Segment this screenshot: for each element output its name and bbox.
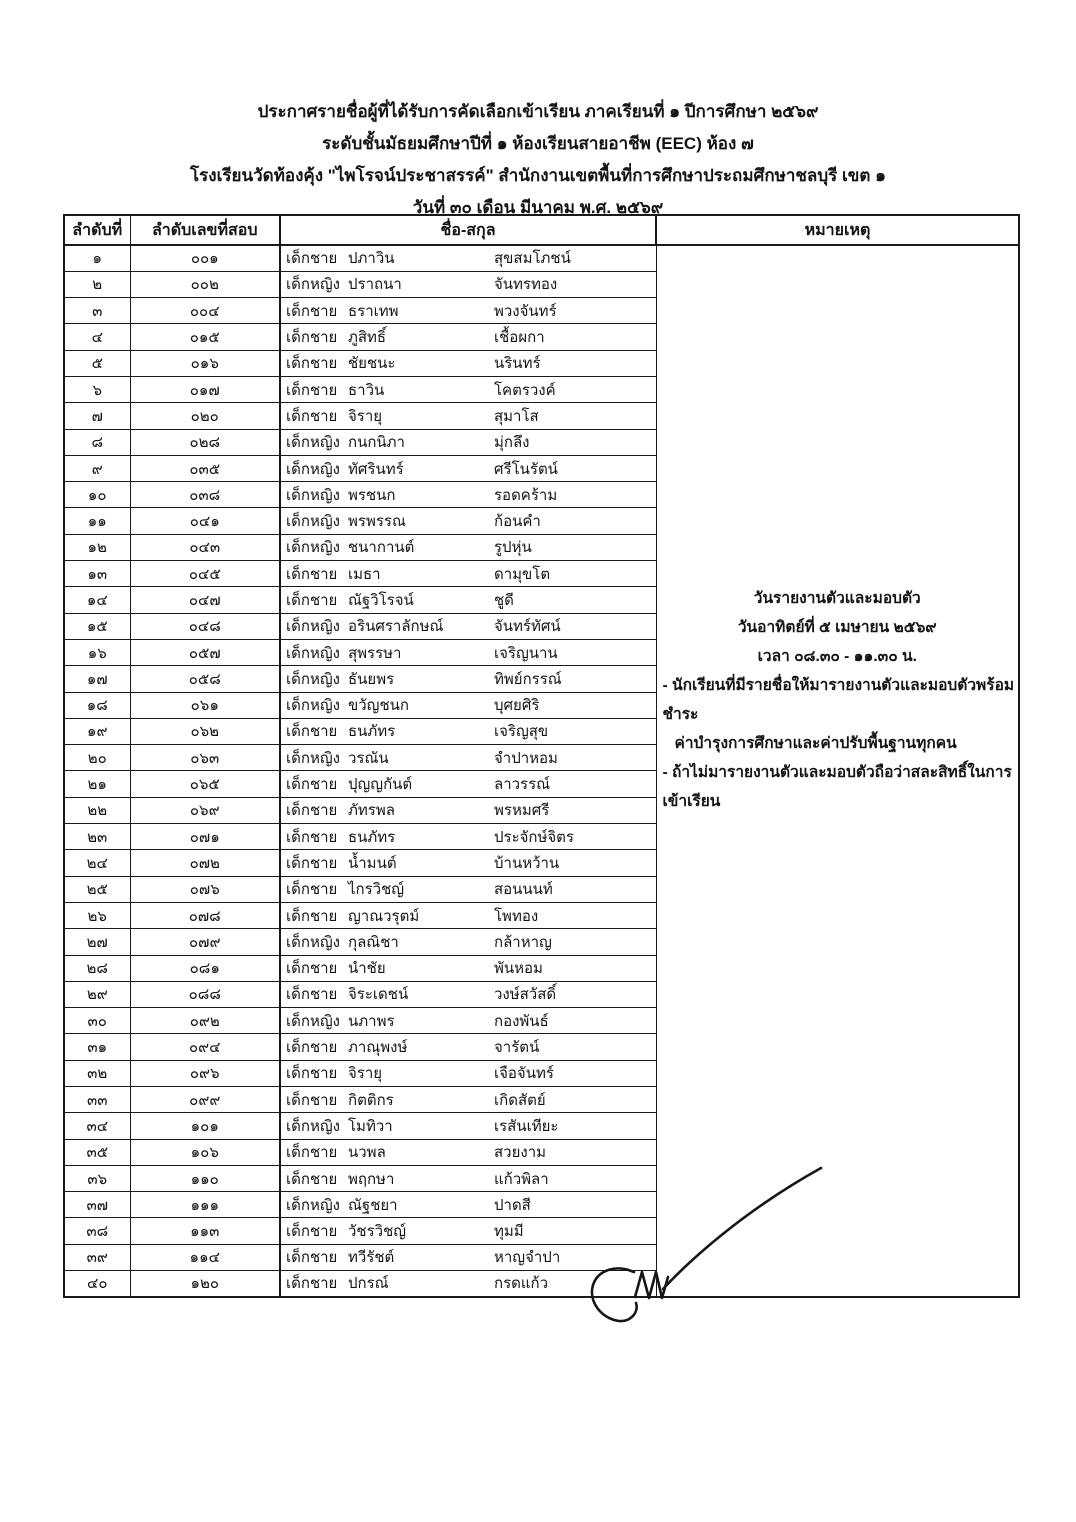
row-student-name: [280, 376, 656, 402]
row-order-number: ๒๒: [64, 797, 130, 823]
first-name: ญาณวรุตม์: [348, 907, 420, 925]
last-name: ทุมมี: [494, 1223, 524, 1241]
row-student-name: [280, 613, 656, 639]
row-order-number: ๑๐: [64, 482, 130, 508]
row-exam-number: ๐๒๐: [130, 403, 280, 429]
row-student-name: [280, 876, 656, 902]
first-name: จิระเดชน์: [348, 986, 409, 1004]
row-student-name: [280, 534, 656, 560]
row-student-name: [280, 350, 656, 376]
row-order-number: ๓๕: [64, 1139, 130, 1165]
last-name: โคตรวงค์: [494, 381, 556, 399]
name-prefix: เด็กชาย: [286, 960, 338, 978]
row-order-number: ๑: [64, 245, 130, 271]
row-student-name: [280, 245, 656, 271]
last-name: เจริญสุข: [494, 723, 549, 741]
last-name: จันทร์ทัศน์: [494, 618, 561, 636]
row-exam-number: ๐๖๒: [130, 718, 280, 744]
row-student-name: [280, 271, 656, 297]
row-order-number: ๓๑: [64, 1034, 130, 1060]
remarks-note-3: - ถ้าไม่มารายงานตัวและมอบตัวถือว่าสละสิทธิ์ในการเข้าเรียน: [662, 764, 1012, 810]
name-prefix: เด็กหญิง: [286, 434, 340, 452]
first-name: ธนภัทร: [348, 723, 396, 741]
row-student-name: [280, 639, 656, 665]
row-order-number: ๓๘: [64, 1218, 130, 1244]
row-student-name: [280, 1139, 656, 1165]
remarks-note-1: - นักเรียนที่มีรายชื่อให้มารายงานตัวและมอบตัวพร้อมชำระ: [662, 677, 1015, 723]
row-exam-number: ๐๒๘: [130, 429, 280, 455]
last-name: รูปหุ่น: [494, 539, 532, 557]
row-exam-number: ๐๘๘: [130, 981, 280, 1007]
remarks-date: วันอาทิตย์ที่ ๕ เมษายน ๒๕๖๙: [737, 619, 937, 636]
row-student-name: [280, 745, 656, 771]
row-order-number: ๒๐: [64, 745, 130, 771]
row-student-name: [280, 771, 656, 797]
first-name: พฤกษา: [348, 1170, 395, 1188]
row-exam-number: ๑๑๐: [130, 1165, 280, 1191]
last-name: พวงจันทร์: [494, 302, 557, 320]
row-order-number: ๒๙: [64, 981, 130, 1007]
row-order-number: ๔๐: [64, 1271, 130, 1297]
row-student-name: [280, 902, 656, 928]
row-student-name: [280, 561, 656, 587]
row-student-name: [280, 1008, 656, 1034]
remarks-block: [657, 246, 1019, 816]
row-exam-number: ๐๙๒: [130, 1008, 280, 1034]
last-name: ชูดี: [494, 592, 514, 609]
row-order-number: ๓๖: [64, 1165, 130, 1191]
name-prefix: เด็กหญิง: [286, 486, 340, 504]
last-name: ศรีโนรัตน์: [494, 460, 558, 478]
name-prefix: เด็กชาย: [286, 802, 338, 820]
row-exam-number: ๐๑๖: [130, 350, 280, 376]
last-name: กองพันธ์: [494, 1012, 549, 1030]
row-order-number: ๔: [64, 324, 130, 350]
title-line-2: ระดับชั้นมัธยมศึกษาปีที่ ๑ ห้องเรียนสายอาชีพ (EEC) ห้อง ๗: [322, 134, 754, 153]
row-exam-number: ๑๑๑: [130, 1192, 280, 1218]
last-name: สอนนนท์: [494, 881, 553, 899]
row-order-number: ๒๖: [64, 902, 130, 928]
row-exam-number: ๐๗๘: [130, 902, 280, 928]
row-student-name: [280, 587, 656, 613]
last-name: พรหมศรี: [494, 802, 550, 820]
last-name: มุ่กลึง: [494, 434, 530, 452]
row-order-number: ๒๘: [64, 955, 130, 981]
row-student-name: [280, 1192, 656, 1218]
last-name: กรดแก้ว: [494, 1275, 549, 1293]
document-title-block: [0, 96, 1076, 224]
name-prefix: เด็กชาย: [286, 723, 338, 741]
row-student-name: [280, 403, 656, 429]
header-remarks: หมายเหตุ: [656, 215, 1019, 245]
last-name: ประจักษ์จิตร: [494, 828, 574, 846]
name-prefix: เด็กชาย: [286, 329, 338, 347]
row-order-number: ๗: [64, 403, 130, 429]
first-name: พรพรรณ: [348, 513, 406, 531]
first-name: ภูสิทธิ์: [348, 329, 387, 347]
row-order-number: ๒๕: [64, 876, 130, 902]
row-exam-number: ๐๔๑: [130, 508, 280, 534]
table-row: [64, 245, 1019, 271]
table-header-row: [64, 215, 1019, 245]
last-name: สุมาโส: [494, 407, 539, 425]
remarks-cell: [656, 245, 1019, 1297]
row-order-number: ๑๙: [64, 718, 130, 744]
name-prefix: เด็กหญิง: [286, 513, 340, 531]
row-exam-number: ๐๐๒: [130, 271, 280, 297]
last-name: เรสันเทียะ: [494, 1117, 559, 1135]
first-name: ทัศรินทร์: [348, 460, 404, 478]
first-name: นวพล: [348, 1144, 386, 1162]
name-prefix: เด็กชาย: [286, 407, 338, 425]
row-exam-number: ๐๘๑: [130, 955, 280, 981]
row-exam-number: ๑๐๖: [130, 1139, 280, 1165]
row-order-number: ๑๔: [64, 587, 130, 613]
row-student-name: [280, 1087, 656, 1113]
row-exam-number: ๐๓๕: [130, 455, 280, 481]
row-exam-number: ๐๙๙: [130, 1087, 280, 1113]
row-student-name: [280, 1271, 656, 1297]
first-name: ภัทรพล: [348, 802, 395, 820]
row-exam-number: ๐๗๑: [130, 824, 280, 850]
first-name: พรชนก: [348, 486, 396, 504]
first-name: ไกรวิชญ์: [348, 881, 405, 899]
row-exam-number: ๐๔๗: [130, 587, 280, 613]
first-name: น้ำมนต์: [348, 854, 397, 872]
name-prefix: เด็กชาย: [286, 986, 338, 1004]
row-order-number: ๑๑: [64, 508, 130, 534]
row-exam-number: ๐๑๕: [130, 324, 280, 350]
remarks-note-2: ค่าบำรุงการศึกษาและค่าปรับพื้นฐานทุกคน: [674, 735, 957, 752]
row-order-number: ๑๗: [64, 666, 130, 692]
first-name: นภาพร: [348, 1012, 395, 1030]
header-order-number: ลำดับที่: [64, 215, 130, 245]
last-name: หาญจำปา: [494, 1249, 561, 1267]
row-order-number: ๓๒: [64, 1060, 130, 1086]
row-exam-number: ๐๖๙: [130, 797, 280, 823]
last-name: วงษ์สวัสดิ์: [494, 986, 557, 1004]
row-exam-number: ๐๔๓: [130, 534, 280, 560]
first-name: กนกนิภา: [348, 434, 405, 452]
row-exam-number: ๐๙๔: [130, 1034, 280, 1060]
row-student-name: [280, 1218, 656, 1244]
row-student-name: [280, 508, 656, 534]
first-name: ภาณุพงษ์: [348, 1039, 408, 1057]
row-order-number: ๒: [64, 271, 130, 297]
row-exam-number: ๐๔๘: [130, 613, 280, 639]
title-line-1: ประกาศรายชื่อผู้ที่ได้รับการคัดเลือกเข้าเรียน ภาคเรียนที่ ๑ ปีการศึกษา ๒๕๖๙: [257, 102, 819, 121]
last-name: นรินทร์: [494, 355, 541, 373]
first-name: กุลณิชา: [348, 933, 399, 951]
name-prefix: เด็กชาย: [286, 854, 338, 872]
row-order-number: ๑๕: [64, 613, 130, 639]
row-order-number: ๘: [64, 429, 130, 455]
last-name: โพทอง: [494, 907, 539, 925]
first-name: วรณัน: [348, 749, 389, 767]
title-line-3: โรงเรียนวัดท้องคุ้ง "ไพโรจน์ประชาสรรค์" สำนักงานเขตพื้นที่การศึกษาประถมศึกษาชลบุรี เขต ๑: [190, 166, 886, 185]
first-name: ทวีรัชต์: [348, 1249, 395, 1267]
row-exam-number: ๑๐๑: [130, 1113, 280, 1139]
name-prefix: เด็กหญิง: [286, 697, 340, 715]
header-full-name: ชื่อ-สกุล: [280, 215, 656, 245]
row-exam-number: ๐๖๓: [130, 745, 280, 771]
row-student-name: [280, 850, 656, 876]
first-name: วัชรวิชญ์: [348, 1223, 407, 1241]
name-prefix: เด็กชาย: [286, 592, 338, 609]
row-order-number: ๓: [64, 298, 130, 324]
row-order-number: ๓๔: [64, 1113, 130, 1139]
last-name: พันหอม: [494, 960, 543, 978]
row-exam-number: ๑๑๔: [130, 1244, 280, 1270]
last-name: สุขสมโภชน์: [494, 250, 571, 268]
first-name: ชัยชนะ: [348, 355, 396, 373]
first-name: ณัฐวิโรจน์: [348, 592, 414, 609]
row-order-number: ๓๙: [64, 1244, 130, 1270]
row-exam-number: ๐๔๕: [130, 561, 280, 587]
name-prefix: เด็กชาย: [286, 881, 338, 899]
last-name: เกิดสัตย์: [494, 1091, 546, 1109]
first-name: อรินศราลักษณ์: [348, 618, 444, 636]
last-name: สวยงาม: [494, 1144, 547, 1162]
first-name: ปุญญกันต์: [348, 776, 413, 794]
first-name: จิรายุ: [348, 1065, 383, 1083]
row-exam-number: ๑๒๐: [130, 1271, 280, 1297]
last-name: บุศยศิริ: [494, 697, 540, 715]
last-name: เชื้อผกา: [494, 329, 545, 347]
first-name: ชนากานต์: [348, 539, 415, 557]
name-prefix: เด็กชาย: [286, 1065, 338, 1083]
last-name: จารัตน์: [494, 1039, 540, 1057]
row-student-name: [280, 1113, 656, 1139]
row-student-name: [280, 824, 656, 850]
name-prefix: เด็กชาย: [286, 1249, 338, 1267]
name-prefix: เด็กชาย: [286, 302, 338, 320]
first-name: ธราเทพ: [348, 302, 399, 320]
student-table-body: [64, 245, 1019, 1297]
row-order-number: ๒๔: [64, 850, 130, 876]
name-prefix: เด็กชาย: [286, 381, 338, 399]
remarks-title: วันรายงานตัวและมอบตัว: [753, 590, 921, 607]
name-prefix: เด็กชาย: [286, 355, 338, 373]
row-order-number: ๖: [64, 376, 130, 402]
row-order-number: ๑๒: [64, 534, 130, 560]
name-prefix: เด็กหญิง: [286, 1012, 340, 1030]
name-prefix: เด็กหญิง: [286, 460, 340, 478]
row-order-number: ๓๐: [64, 1008, 130, 1034]
row-exam-number: ๐๗๒: [130, 850, 280, 876]
row-student-name: [280, 1244, 656, 1270]
row-exam-number: ๐๖๑: [130, 692, 280, 718]
row-exam-number: ๐๕๘: [130, 666, 280, 692]
row-order-number: ๒๗: [64, 929, 130, 955]
first-name: ธนภัทร: [348, 828, 396, 846]
row-order-number: ๓๗: [64, 1192, 130, 1218]
name-prefix: เด็กชาย: [286, 1170, 338, 1188]
first-name: ปกรณ์: [348, 1275, 389, 1293]
row-student-name: [280, 929, 656, 955]
row-exam-number: ๐๙๖: [130, 1060, 280, 1086]
name-prefix: เด็กหญิง: [286, 933, 340, 951]
first-name: นำชัย: [348, 960, 386, 978]
last-name: ลาวรรณ์: [494, 776, 551, 794]
row-student-name: [280, 797, 656, 823]
last-name: เจือจันทร์: [494, 1065, 554, 1083]
row-order-number: ๑๘: [64, 692, 130, 718]
row-student-name: [280, 1060, 656, 1086]
name-prefix: เด็กหญิง: [286, 670, 340, 688]
name-prefix: เด็กหญิง: [286, 618, 340, 636]
row-student-name: [280, 955, 656, 981]
first-name: ปภาวิน: [348, 250, 395, 268]
name-prefix: เด็กหญิง: [286, 539, 340, 557]
last-name: จำปาหอม: [494, 749, 558, 767]
row-exam-number: ๐๗๖: [130, 876, 280, 902]
row-student-name: [280, 298, 656, 324]
row-exam-number: ๐๐๔: [130, 298, 280, 324]
row-student-name: [280, 455, 656, 481]
name-prefix: เด็กชาย: [286, 1091, 338, 1109]
row-student-name: [280, 429, 656, 455]
row-student-name: [280, 718, 656, 744]
last-name: ทิพย์กรรณ์: [494, 670, 562, 688]
title-line-4: วันที่ ๓๐ เดือน มีนาคม พ.ศ. ๒๕๖๙: [412, 198, 664, 217]
first-name: ธันยพร: [348, 670, 395, 688]
name-prefix: เด็กหญิง: [286, 749, 340, 767]
name-prefix: เด็กชาย: [286, 1144, 338, 1162]
name-prefix: เด็กชาย: [286, 1275, 338, 1293]
name-prefix: เด็กชาย: [286, 1223, 338, 1241]
name-prefix: เด็กชาย: [286, 907, 338, 925]
last-name: จันทรทอง: [494, 276, 558, 294]
name-prefix: เด็กชาย: [286, 828, 338, 846]
first-name: ขวัญชนก: [348, 697, 409, 715]
last-name: ดามุขโต: [494, 565, 551, 583]
name-prefix: เด็กชาย: [286, 565, 338, 583]
row-student-name: [280, 1034, 656, 1060]
name-prefix: เด็กชาย: [286, 1039, 338, 1057]
first-name: จิรายุ: [348, 407, 383, 425]
remarks-time: เวลา ๐๘.๓๐ - ๑๑.๓๐ น.: [757, 648, 917, 665]
last-name: รอดคร้าม: [494, 486, 558, 504]
row-exam-number: ๐๗๙: [130, 929, 280, 955]
row-student-name: [280, 324, 656, 350]
first-name: เมธา: [348, 565, 381, 583]
row-order-number: ๒๑: [64, 771, 130, 797]
name-prefix: เด็กหญิง: [286, 1196, 340, 1214]
row-exam-number: ๐๕๗: [130, 639, 280, 665]
last-name: แก้วพิลา: [494, 1170, 549, 1188]
row-order-number: ๒๓: [64, 824, 130, 850]
row-order-number: ๓๓: [64, 1087, 130, 1113]
name-prefix: เด็กชาย: [286, 776, 338, 794]
student-roster-table: [63, 214, 1020, 1298]
row-exam-number: ๐๑๗: [130, 376, 280, 402]
row-student-name: [280, 692, 656, 718]
row-student-name: [280, 1165, 656, 1191]
row-student-name: [280, 666, 656, 692]
first-name: ธาวิน: [348, 381, 385, 399]
last-name: กล้าหาญ: [494, 933, 552, 951]
row-order-number: ๙: [64, 455, 130, 481]
header-exam-number: ลำดับเลขที่สอบ: [130, 215, 280, 245]
first-name: กิตติกร: [348, 1091, 394, 1109]
first-name: โมทิวา: [348, 1117, 393, 1135]
last-name: เจริญนาน: [494, 644, 558, 662]
row-exam-number: ๐๐๑: [130, 245, 280, 271]
first-name: ปราถนา: [348, 276, 402, 294]
row-student-name: [280, 981, 656, 1007]
row-exam-number: ๐๓๘: [130, 482, 280, 508]
first-name: สุพรรษา: [348, 644, 402, 662]
row-student-name: [280, 482, 656, 508]
row-exam-number: ๑๑๓: [130, 1218, 280, 1244]
last-name: ปาดสี: [494, 1196, 531, 1214]
name-prefix: เด็กหญิง: [286, 276, 340, 294]
row-order-number: ๑๓: [64, 561, 130, 587]
last-name: ก้อนคำ: [494, 513, 541, 531]
last-name: บ้านหว้าน: [494, 854, 560, 872]
name-prefix: เด็กหญิง: [286, 1117, 340, 1135]
row-exam-number: ๐๖๕: [130, 771, 280, 797]
row-order-number: ๕: [64, 350, 130, 376]
name-prefix: เด็กหญิง: [286, 644, 340, 662]
row-order-number: ๑๖: [64, 639, 130, 665]
first-name: ณัฐชยา: [348, 1196, 398, 1214]
name-prefix: เด็กชาย: [286, 250, 338, 268]
